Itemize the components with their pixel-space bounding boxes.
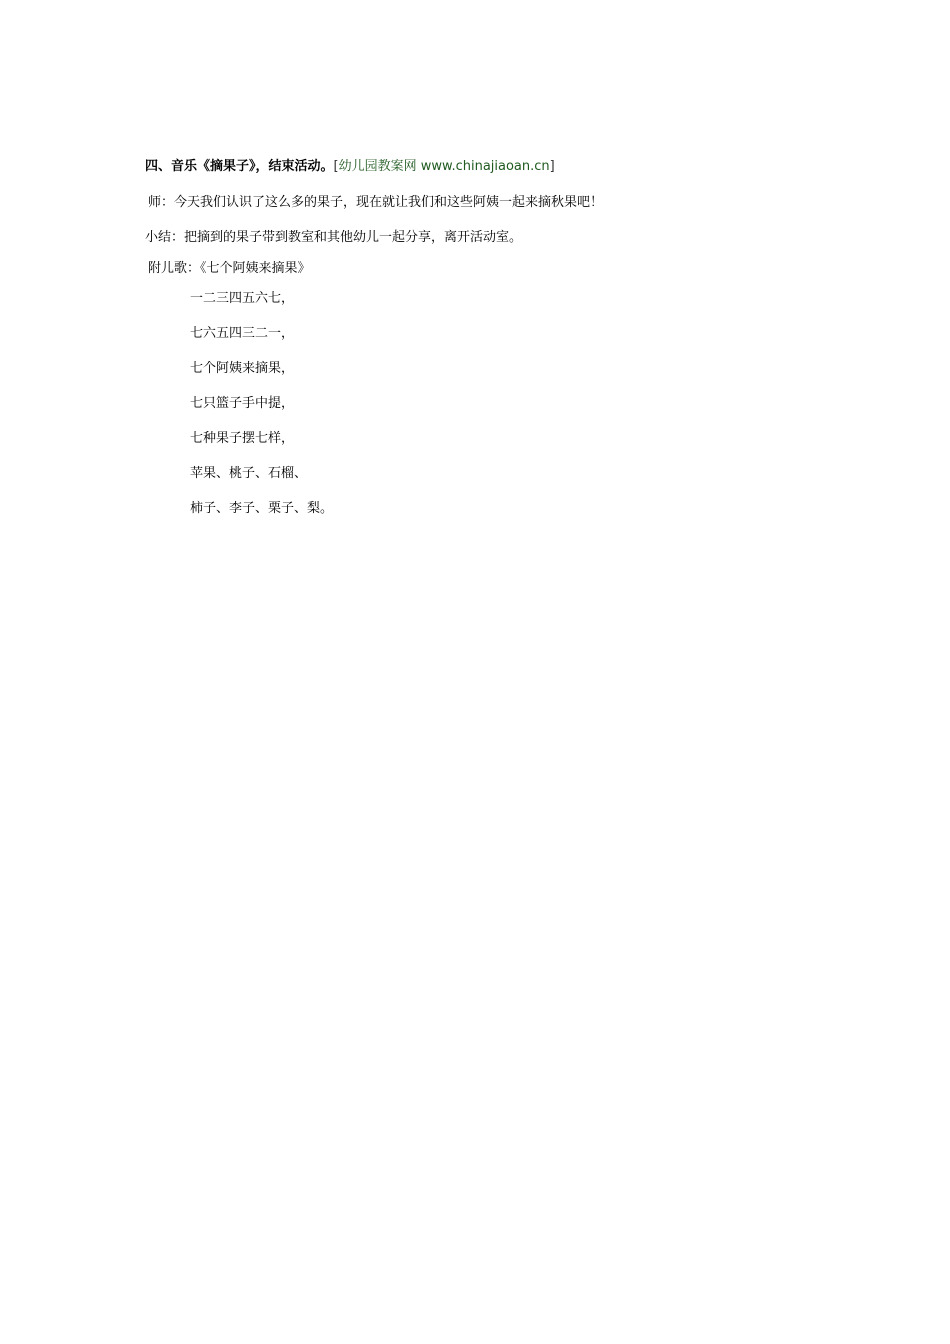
song-line: 一二三四五六七，	[190, 291, 295, 306]
section-heading-title: 四、音乐《摘果子》，结束活动。	[145, 159, 334, 174]
section-heading	[145, 158, 555, 176]
source-url: www.chinajiaoan.cn	[420, 159, 550, 174]
song-line: 苹果、桃子、石榴、	[190, 466, 308, 481]
song-line: 七个阿姨来摘果，	[190, 361, 295, 376]
song-line: 七六五四三二一，	[190, 326, 295, 341]
source-brand: 幼儿园教案网	[338, 159, 417, 174]
song-line: 柿子、李子、栗子、梨。	[190, 501, 334, 516]
source-link[interactable]	[334, 159, 555, 174]
song-line: 七种果子摆七样，	[190, 431, 295, 446]
summary-line: 小结：把摘到的果子带到教室和其他幼儿一起分享，离开活动室。	[145, 230, 523, 245]
teacher-line: 师：今天我们认识了这么多的果子，现在就让我们和这些阿姨一起来摘秋果吧！	[148, 195, 604, 210]
song-line: 七只篮子手中提，	[190, 396, 295, 411]
source-open-bracket: [	[333, 159, 339, 174]
source-close-bracket: ]	[549, 159, 555, 174]
song-intro: 附儿歌：《七个阿姨来摘果》	[148, 261, 311, 276]
